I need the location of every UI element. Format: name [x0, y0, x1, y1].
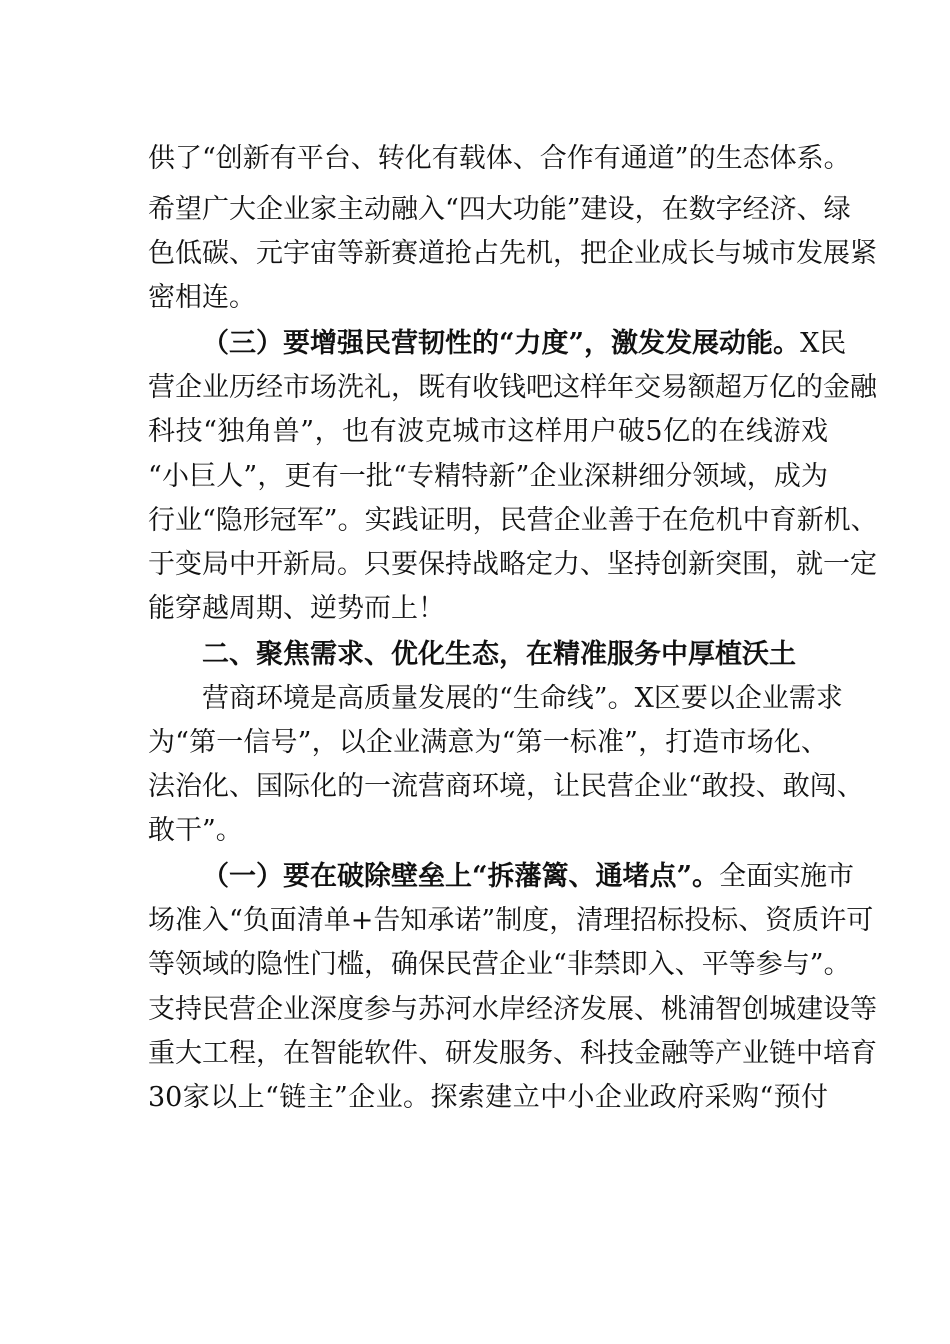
- line-text: 30家以上“链主”企业。探索建立中小企业政府采购“预付: [148, 1082, 828, 1113]
- paragraph-line: [148, 276, 828, 320]
- line-text: “小巨人”，更有一批“专精特新”企业深耕细分领域，成为: [148, 461, 828, 492]
- line-text: 敢干”。: [148, 815, 243, 846]
- paragraph-line: [148, 543, 877, 587]
- line-text: 于变局中开新局。只要保持战略定力、坚持创新突围，就一定: [148, 549, 877, 580]
- line-text: 密相连。: [148, 282, 256, 313]
- paragraph-line: [148, 1032, 877, 1076]
- paragraph-line: [148, 232, 877, 276]
- section-heading-line: [202, 855, 855, 899]
- line-text: 全面实施市: [719, 861, 855, 892]
- line-text: 希望广大企业家主动融入“四大功能”建设，在数字经济、绿: [148, 194, 851, 225]
- line-text: 供了“创新有平台、转化有载体、合作有通道”的生态体系。: [148, 143, 851, 174]
- line-text: 法治化、国际化的一流营商环境，让民营企业“敢投、敢闯、: [148, 771, 864, 802]
- line-text: 重大工程，在智能软件、研发服务、科技金融等产业链中培育: [148, 1038, 877, 1069]
- line-text: 场准入“负面清单+告知承诺”制度，清理招标投标、资质许可: [148, 905, 874, 936]
- line-text: X民: [800, 328, 847, 359]
- paragraph-line: [148, 137, 851, 181]
- paragraph-line: [148, 943, 851, 987]
- paragraph-line: [148, 809, 828, 853]
- paragraph-line: [148, 1076, 828, 1120]
- line-text: 等领域的隐性门槛，确保民营企业“非禁即入、平等参与”。: [148, 949, 851, 980]
- paragraph-line: [148, 366, 877, 410]
- paragraph-line: [148, 188, 851, 232]
- section-heading-line: [202, 322, 847, 366]
- subsection-title: （一）要在破除壁垒上“拆藩篱、通堵点”。: [202, 861, 720, 892]
- line-text: 营企业历经市场洗礼，既有收钱吧这样年交易额超万亿的金融: [148, 372, 877, 403]
- paragraph-line: [148, 721, 828, 765]
- paragraph-line: [148, 988, 877, 1032]
- line-text: 行业“隐形冠军”。实践证明，民营企业善于在危机中育新机、: [148, 505, 878, 536]
- heading-text: 二、聚焦需求、优化生态，在精准服务中厚植沃土: [202, 639, 796, 670]
- paragraph-line: [148, 899, 874, 943]
- paragraph-line: [148, 499, 878, 543]
- subsection-title: （三）要增强民营韧性的“力度”，激发发展动能。: [202, 328, 801, 359]
- paragraph-line: [148, 455, 828, 499]
- line-text: 色低碳、元宇宙等新赛道抢占先机，把企业成长与城市发展紧: [148, 238, 877, 269]
- line-text: 营商环境是高质量发展的“生命线”。X区要以企业需求: [202, 683, 843, 714]
- paragraph-line: [148, 765, 864, 809]
- paragraph-line: [202, 677, 843, 721]
- paragraph-line: [148, 587, 828, 631]
- line-text: 支持民营企业深度参与苏河水岸经济发展、桃浦智创城建设等: [148, 994, 877, 1025]
- paragraph-line: [148, 410, 828, 454]
- line-text: 科技“独角兽”，也有波克城市这样用户破5亿的在线游戏: [148, 416, 828, 447]
- chapter-heading: [202, 633, 828, 677]
- line-text: 为“第一信号”，以企业满意为“第一标准”，打造市场化、: [148, 727, 828, 758]
- line-text: 能穿越周期、逆势而上！: [148, 593, 445, 624]
